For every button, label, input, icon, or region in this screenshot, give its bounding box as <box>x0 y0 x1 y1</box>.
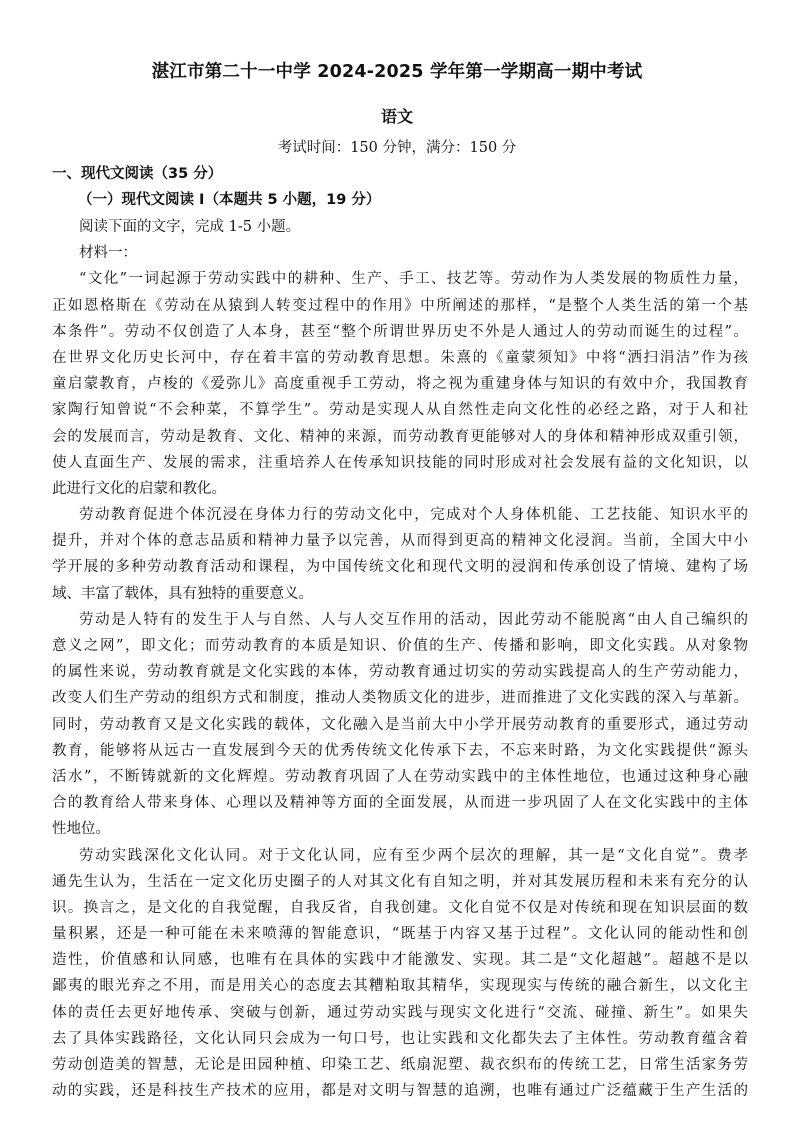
material-label: 材料一： <box>79 245 137 262</box>
section-heading: 一、现代文阅读（35 分） <box>52 166 223 182</box>
passage-line: 劳动实践深化文化认同。对于文化认同，应有至少两个层次的理解，其一是“文化自觉”。费孝 <box>79 847 748 864</box>
passage-line: 的属性来说，劳动教育就是文化实践的本体，劳动教育通过切实的劳动实践提高人的生产劳动能力， <box>52 664 748 681</box>
passage-line: 劳动教育促进个体沉浸在身体力行的劳动文化中，完成对个人身体机能、工艺技能、知识水平的 <box>79 507 748 524</box>
passage-line: 家陶行知曾说“不会种菜，不算学生”。劳动是实现人从自然性走向文化性的必经之路，对于人和社 <box>52 402 748 419</box>
passage-line: 去了具体实践路径，文化认同只会成为一句口号，也让实践和文化都失去了主体性。劳动教育蕴含着 <box>52 1030 748 1047</box>
passage-line: 劳动是人特有的发生于人与自然、人与人交互作用的活动，因此劳动不能脱离“由人自己编织的 <box>79 611 748 628</box>
passage-line: 学开展的多种劳动教育活动和课程，为中国传统文化和现代文明的浸润和传承创设了情境、建构了场 <box>52 559 748 576</box>
passage-line: 动的实践，还是科技生产技术的应用，都是对文明与智慧的追溯，也唯有通过广泛蕴藏于生产生活的 <box>52 1083 748 1100</box>
subject-title: 语文 <box>380 107 413 126</box>
passage-line: 通先生认为，生活在一定文化历史圈子的人对其文化有自知之明，并对其发展历程和未来有充分的认 <box>52 873 748 890</box>
passage-line: 意义之网”，即文化；而劳动教育的本质是知识、价值的生产、传播和影响，即文化实践。从对象物 <box>52 638 748 654</box>
passage-line: 活水”，不断铸就新的文化辉煌。劳动教育巩固了人在劳动实践中的主体性地位，也通过这种身心融 <box>52 768 748 785</box>
passage-line: 本条件”。劳动不仅创造了人本身，甚至“整个所谓世界历史不外是人通过人的劳动而诞生的过程”。 <box>52 323 748 340</box>
passage-line: 改变人们生产劳动的组织方式和制度，推动人类物质文化的进步，进而推进了文化实践的深入与革新。 <box>52 690 748 707</box>
passage-line: 造性，价值感和认同感，也唯有在具体的实践中才能激发、实现。其二是“文化超越”。超越不是以 <box>52 952 748 969</box>
passage-line: 在世界文化历史长河中，存在着丰富的劳动教育思想。朱熹的《童蒙须知》中将“洒扫涓洁”作为孩 <box>52 349 748 366</box>
passage-line: 合的教育给人带来身体、心理以及精神等方面的全面发展，从而进一步巩固了人在文化实践中的主体 <box>52 795 748 812</box>
passage-line: 提升，并对个体的意志品质和精神力量予以完善，从而得到更高的精神文化浸润。当前，全国大中小 <box>52 533 748 550</box>
passage-line: 鄙夷的眼光弃之不用，而是用关心的态度去其糟粕取其精华，实现现实与传统的融合新生，以文化主 <box>52 978 748 995</box>
passage-line: 识。换言之，是文化的自我觉醒，自我反省，自我创建。文化自觉不仅是对传统和现在知识层面的数 <box>52 899 748 916</box>
instruction-line: 阅读下面的文字，完成 1-5 小题。 <box>79 219 301 235</box>
reading-passage <box>52 214 748 1104</box>
passage-line: 使人直面生产、发展的需求，注重培养人在传承知识技能的同时形成对社会发展有益的文化知识，以 <box>52 454 748 471</box>
passage-line: 量积累，还是一种可能在未来喷薄的智能意识，“既基于内容又基于过程”。文化认同的能动性和创 <box>52 926 748 943</box>
passage-line: 此进行文化的启蒙和教化。 <box>52 480 226 497</box>
passage-line: 正如恩格斯在《劳动在从猿到人转变过程中的作用》中所阐述的那样，“是整个人类生活的第一个基 <box>52 297 748 314</box>
passage-line: 会的发展而言，劳动是教育、文化、精神的来源，而劳动教育更能够对人的身体和精神形成双重引领， <box>52 428 748 445</box>
passage-line: 教育，能够将从远古一直发展到今天的优秀传统文化传承下去，不忘来时路，为文化实践提供“源头 <box>52 742 748 759</box>
passage-line: 同时，劳动教育又是文化实践的载体，文化融入是当前大中小学开展劳动教育的重要形式，通过劳动 <box>52 716 748 733</box>
exam-info: 考试时间：150 分钟，满分：150 分 <box>277 140 517 156</box>
passage-line: 劳动创造美的智慧，无论是田园种植、印染工艺、纸扇泥塑、裁衣织布的传统工艺，日常生活家务劳 <box>52 1057 748 1073</box>
section-subheading: （一）现代文阅读 I（本题共 5 小题，19 分） <box>78 192 381 208</box>
passage-line: 体的责任去更好地传承、突破与创新，通过劳动实践与现实文化进行“交流、碰撞、新生”。如果失 <box>52 1004 748 1021</box>
passage-line: 性地位。 <box>52 821 110 838</box>
passage-line: 童启蒙教育，卢梭的《爱弥儿》高度重视手工劳动，将之视为重建身体与知识的有效中介，我国教育 <box>52 376 748 393</box>
exam-title: 湛江市第二十一中学 2024-2025 学年第一学期高一期中考试 <box>151 62 643 82</box>
passage-line: 域、丰富了载体，具有独特的重要意义。 <box>52 585 313 602</box>
passage-line: “文化”一词起源于劳动实践中的耕种、生产、手工、技艺等。劳动作为人类发展的物质性力量， <box>79 271 748 288</box>
